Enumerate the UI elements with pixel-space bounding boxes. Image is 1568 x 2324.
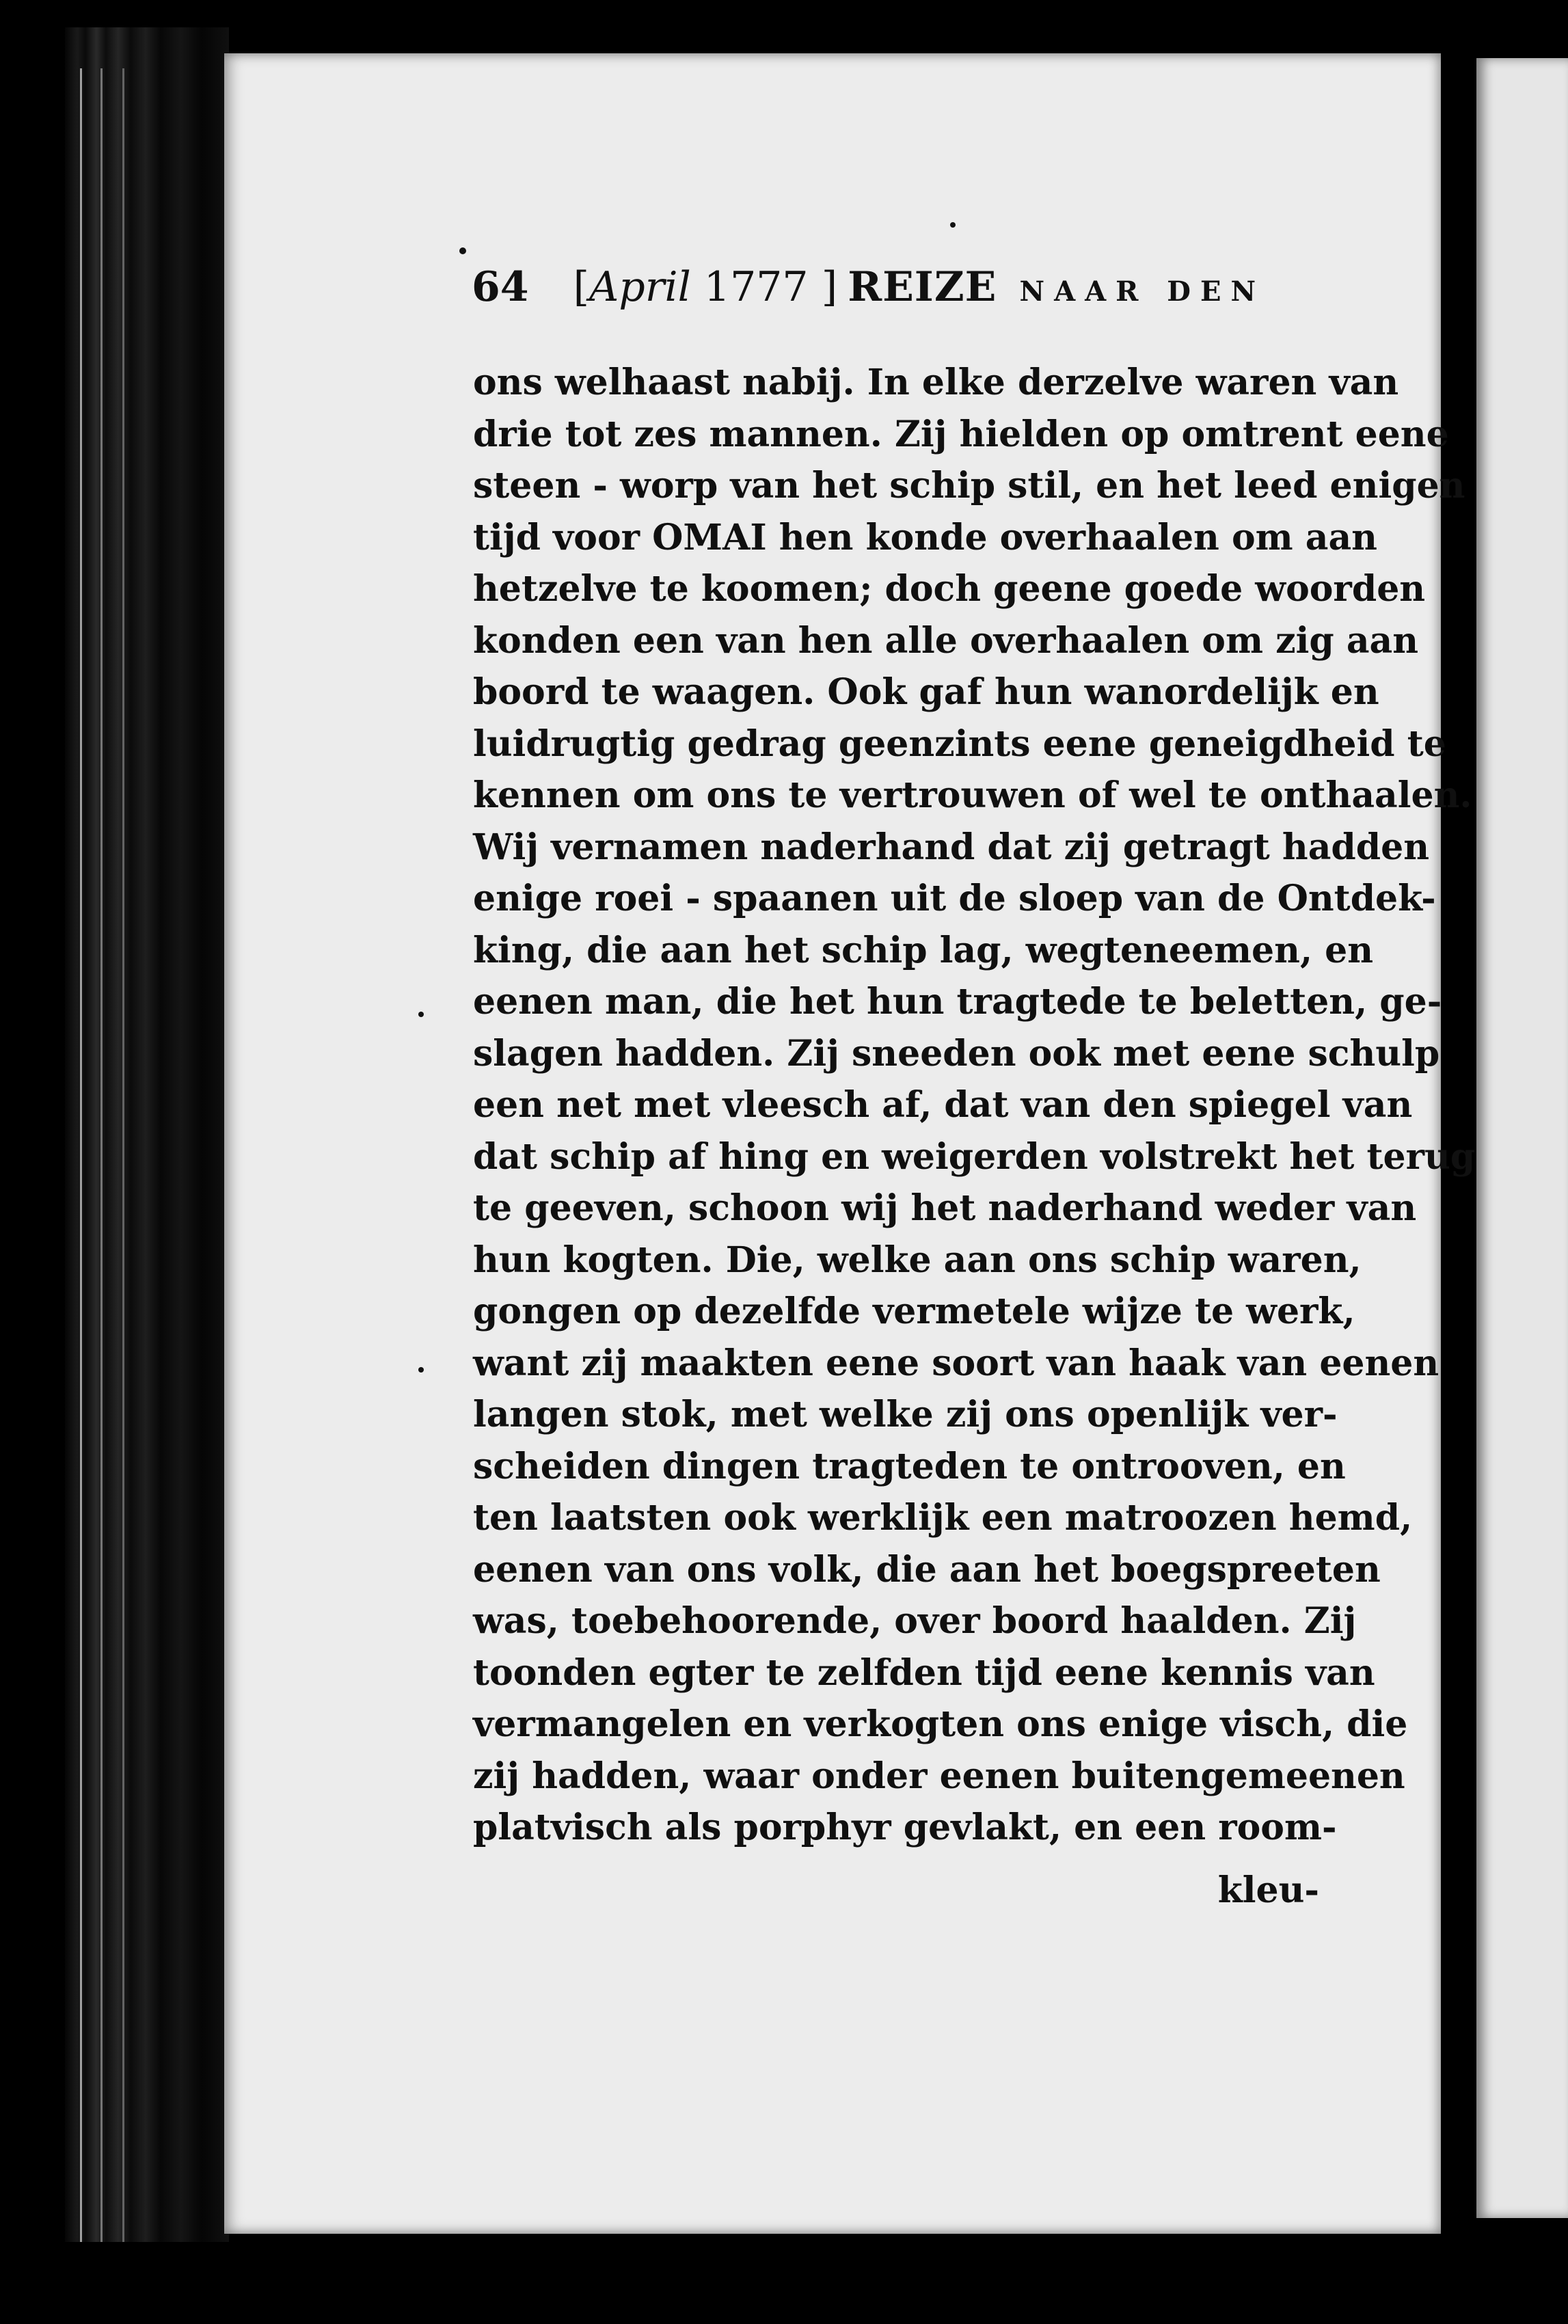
- page-edge-line: [122, 68, 124, 2242]
- date-year: 1777: [703, 263, 809, 311]
- page-edge-line: [100, 68, 103, 2242]
- text-line: scheiden dingen tragteden te ontrooven, en: [473, 1445, 1346, 1487]
- ink-speck: [418, 1367, 424, 1373]
- text-line: eenen van ons volk, die aan het boegspreeten: [473, 1548, 1381, 1591]
- text-line: eenen man, die het hun tragtede te beletten, ge-: [473, 981, 1442, 1023]
- running-title: REIZE: [848, 263, 997, 311]
- text-line: was, toebehoorende, over boord haalden. Zij: [473, 1600, 1357, 1642]
- book-page-edges: [65, 27, 229, 2242]
- page-body-text: [473, 357, 1476, 1854]
- text-line: Wij vernamen naderhand dat zij getragt hadden: [473, 826, 1429, 868]
- text-line: dat schip af hing en weigerden volstrekt het terug: [473, 1135, 1476, 1178]
- date-month: April: [589, 263, 691, 311]
- text-line: langen stok, met welke zij ons openlijk ver-: [473, 1394, 1338, 1435]
- text-line: steen - worp van het schip stil, en het leed enigen: [473, 465, 1465, 506]
- text-line: tijd voor OMAI hen konde overhaalen om aan: [473, 516, 1377, 558]
- text-line: een net met vleesch af, dat van den spiegel van: [473, 1084, 1413, 1126]
- page-number: 64: [472, 263, 529, 311]
- text-line: hetzelve te koomen; doch geene goede woorden: [473, 568, 1426, 610]
- text-line: want zij maakten eene soort van haak van eenen: [473, 1342, 1439, 1384]
- page-edge-line: [80, 68, 82, 2242]
- facing-page: [1476, 58, 1568, 2218]
- running-title-small-caps: NAAR DEN: [1019, 275, 1266, 308]
- text-line: slagen hadden. Zij sneeden ook met eene schulp: [473, 1032, 1440, 1075]
- text-line: hun kogten. Die, welke aan ons schip waren,: [473, 1239, 1362, 1281]
- text-line: kennen om ons te vertrouwen of wel te onthaalen.: [473, 774, 1472, 816]
- text-line: te geeven, schoon wij het naderhand weder van: [473, 1187, 1417, 1229]
- text-line: toonden egter te zelfden tijd eene kennis van: [473, 1651, 1375, 1694]
- ink-speck: [459, 247, 466, 254]
- text-line: ten laatsten ook werklijk een matroozen hemd,: [473, 1497, 1413, 1539]
- text-line: platvisch als porphyr gevlakt, en een room-: [473, 1807, 1337, 1848]
- running-header: [472, 263, 1360, 338]
- catchword: kleu-: [1217, 1869, 1319, 1911]
- text-line: enige roei - spaanen uit de sloep van de Ontdek-: [473, 878, 1436, 919]
- text-line: ons welhaast nabij. In elke derzelve waren van: [473, 362, 1399, 403]
- text-line: gongen op dezelfde vermetele wijze te werk,: [473, 1291, 1355, 1332]
- text-line: vermangelen en verkogten ons enige visch, die: [473, 1703, 1408, 1745]
- text-line: boord te waagen. Ook gaf hun wanordelijk en: [473, 671, 1379, 713]
- text-line: drie tot zes mannen. Zij hielden op omtrent eene: [473, 413, 1449, 455]
- text-line: konden een van hen alle overhaalen om zig aan: [473, 619, 1419, 662]
- ink-speck: [950, 222, 956, 228]
- date-bracket-open: [: [573, 263, 590, 311]
- text-line: king, die aan het schip lag, wegteneemen, en: [473, 929, 1374, 971]
- header-date: [573, 263, 838, 311]
- text-line: zij hadden, waar onder eenen buitengemeenen: [473, 1755, 1405, 1797]
- text-line: luidrugtig gedrag geenzints eene geneigdheid te: [473, 722, 1446, 765]
- ink-speck: [418, 1012, 424, 1017]
- date-bracket-close: ]: [821, 263, 838, 311]
